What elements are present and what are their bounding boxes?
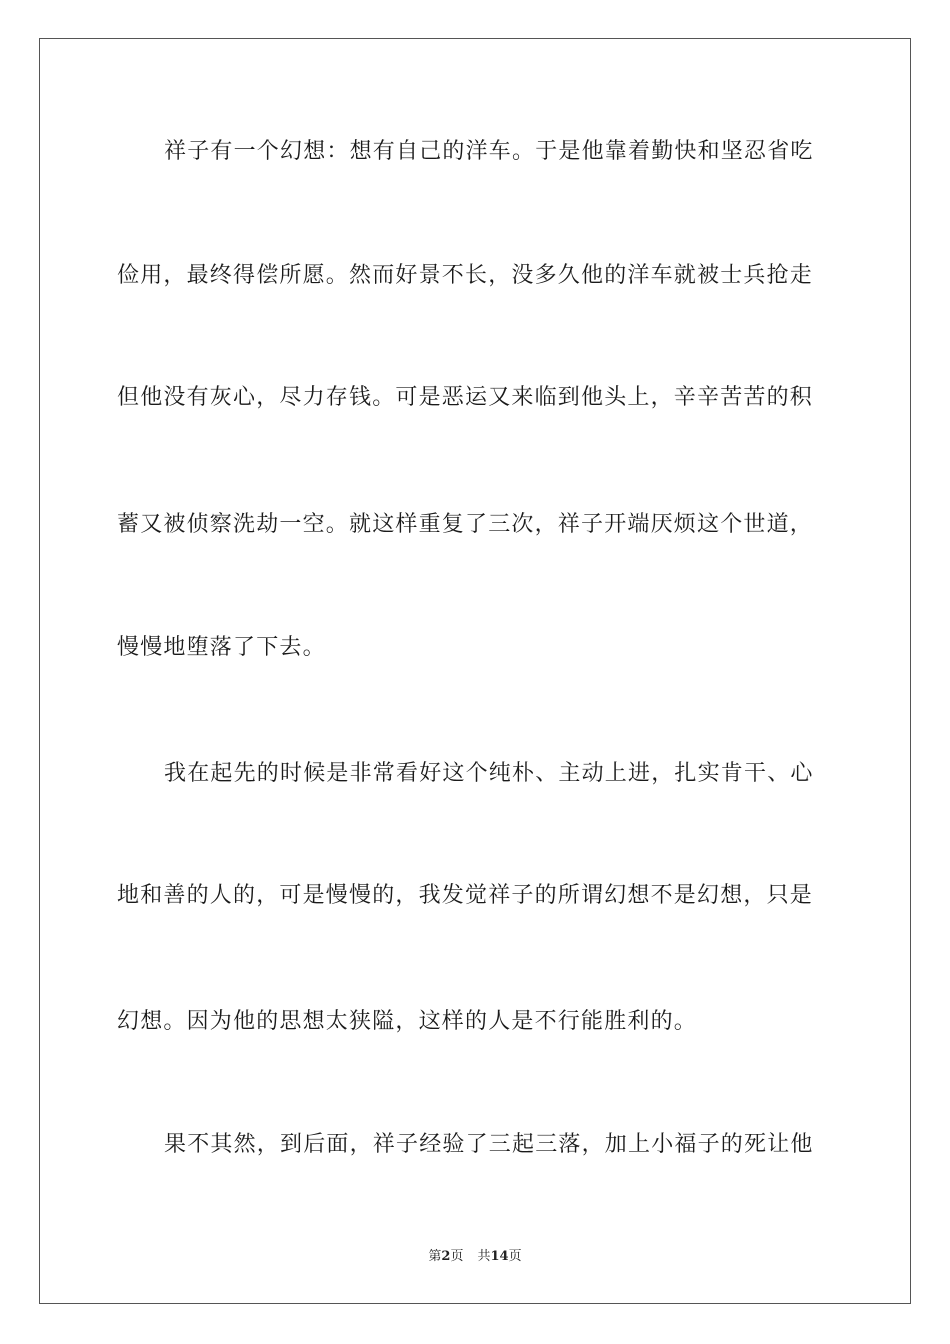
total-prefix: 共 xyxy=(477,1249,491,1264)
paragraph-line: 俭用，最终得偿所愿。然而好景不长，没多久他的洋车就被士兵抢走 xyxy=(117,263,814,288)
total-pages: 14 xyxy=(490,1249,509,1264)
paragraph-line: 地和善的人的，可是慢慢的，我发觉祥子的所谓幻想不是幻想，只是 xyxy=(117,883,814,908)
paragraph-line: 我在起先的时候是非常看好这个纯朴、主动上进，扎实肯干、心 xyxy=(164,761,814,786)
paragraph-line: 果不其然，到后面，祥子经验了三起三落，加上小福子的死让他 xyxy=(164,1132,814,1157)
page-border xyxy=(39,38,911,1304)
paragraph-line: 祥子有一个幻想：想有自己的洋车。于是他靠着勤快和坚忍省吃 xyxy=(164,139,814,164)
page-suffix: 页 xyxy=(450,1249,464,1264)
page-number: 2 xyxy=(441,1249,451,1264)
total-suffix: 页 xyxy=(508,1249,522,1264)
page-footer xyxy=(0,1247,950,1267)
paragraph-line: 慢慢地堕落了下去。 xyxy=(117,635,326,660)
page-prefix: 第 xyxy=(428,1249,442,1264)
paragraph-line: 蓄又被侦察洗劫一空。就这样重复了三次，祥子开端厌烦这个世道， xyxy=(117,512,814,537)
paragraph-line: 但他没有灰心，尽力存钱。可是恶运又来临到他头上，辛辛苦苦的积 xyxy=(117,385,814,410)
paragraph-line: 幻想。因为他的思想太狭隘，这样的人是不行能胜利的。 xyxy=(117,1009,698,1034)
